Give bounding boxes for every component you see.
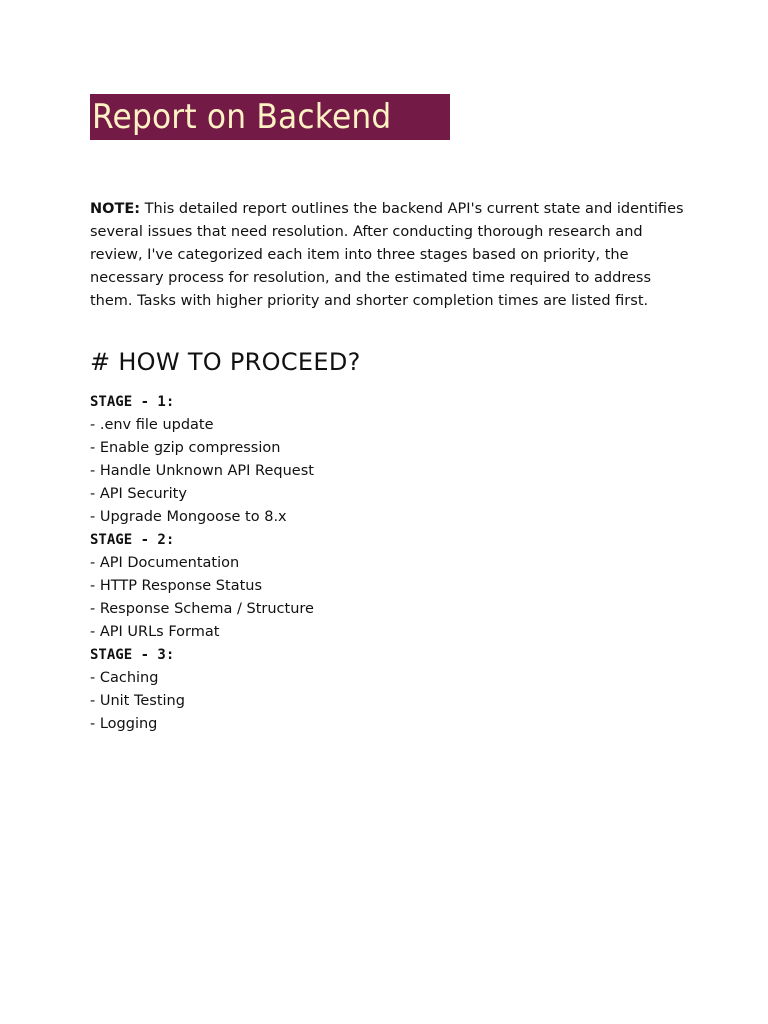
stage-3 bbox=[90, 644, 690, 736]
list-item: - Unit Testing bbox=[90, 693, 185, 709]
section-heading: # HOW TO PROCEED? bbox=[90, 348, 361, 376]
note-text: This detailed report outlines the backend API's current state and identifies several issues that need resolution. After conducting thorough research and review, I've categorized each item into three stages based on priority, the necessary process for resolution, and the estimated time required to address them. Tasks with higher priority and shorter completion times are listed first. bbox=[90, 201, 684, 309]
note-paragraph bbox=[90, 198, 690, 313]
stage-1 bbox=[90, 391, 690, 529]
stage-2 bbox=[90, 529, 690, 644]
list-item: - Response Schema / Structure bbox=[90, 601, 314, 617]
note-label: NOTE: bbox=[90, 201, 141, 217]
document-title: Report on Backend bbox=[92, 97, 392, 137]
stage-label: STAGE - 3: bbox=[90, 647, 175, 663]
list-item: - HTTP Response Status bbox=[90, 578, 263, 594]
list-item: - API URLs Format bbox=[90, 624, 220, 640]
list-item: - Handle Unknown API Request bbox=[90, 463, 314, 479]
list-item: - Logging bbox=[90, 716, 158, 732]
stages-list bbox=[90, 391, 690, 736]
list-item: - Upgrade Mongoose to 8.x bbox=[90, 509, 287, 525]
stage-label: STAGE - 1: bbox=[90, 394, 175, 410]
list-item: - API Security bbox=[90, 486, 187, 502]
list-item: - .env file update bbox=[90, 417, 214, 433]
list-item: - Caching bbox=[90, 670, 159, 686]
list-item: - Enable gzip compression bbox=[90, 440, 281, 456]
stage-label: STAGE - 2: bbox=[90, 532, 175, 548]
document-page bbox=[90, 94, 690, 736]
list-item: - API Documentation bbox=[90, 555, 240, 571]
title-banner bbox=[90, 94, 450, 140]
